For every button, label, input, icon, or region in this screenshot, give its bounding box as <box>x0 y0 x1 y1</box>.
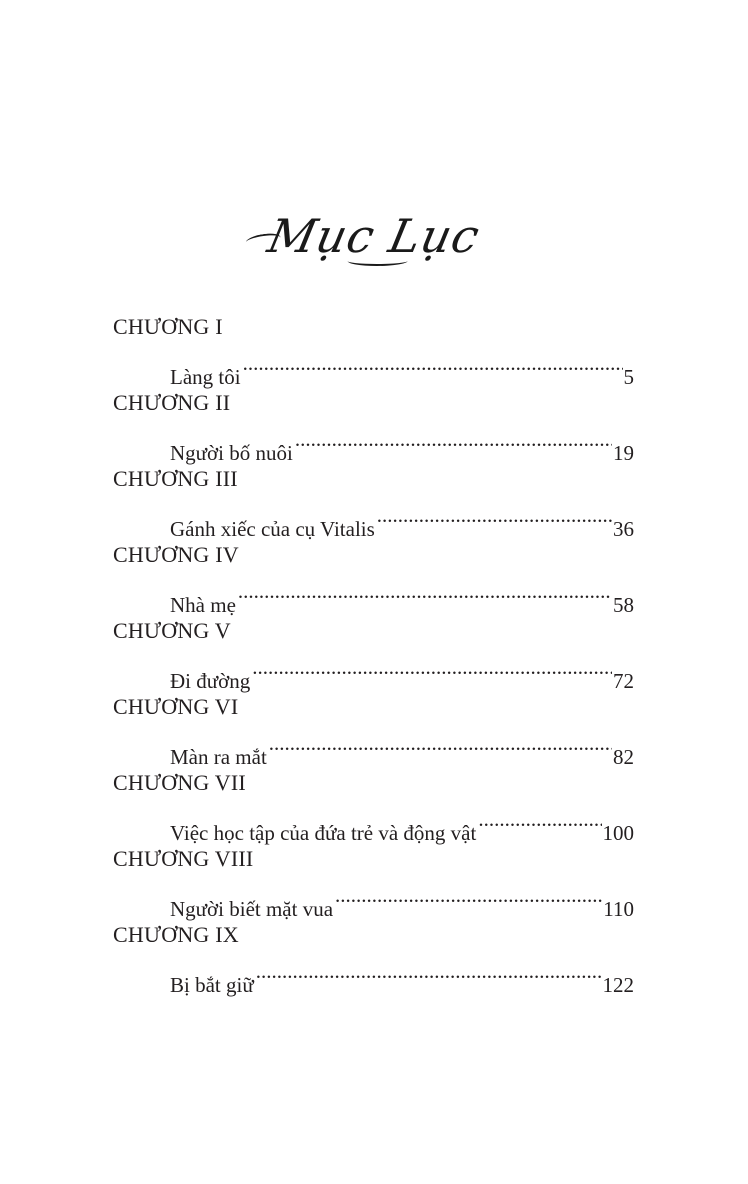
entry-page-number: 110 <box>603 897 634 921</box>
toc-chapter <box>113 916 634 997</box>
entry-title: Làng tôi <box>170 365 241 389</box>
dot-leader <box>295 422 612 460</box>
chapter-label: CHƯƠNG VII <box>113 770 246 795</box>
entry-page-number: 72 <box>613 669 634 693</box>
toc-chapter <box>113 460 634 541</box>
entry-title: Màn ra mắt <box>170 745 267 769</box>
toc-chapter <box>113 612 634 693</box>
entry-title: Người bố nuôi <box>170 441 293 465</box>
toc-entry[interactable] <box>170 422 634 465</box>
dot-leader <box>238 574 612 612</box>
chapter-label: CHƯƠNG IV <box>113 542 239 567</box>
dot-leader <box>335 878 602 916</box>
toc-chapter <box>113 764 634 845</box>
dot-leader <box>252 650 612 688</box>
toc-entry[interactable] <box>170 954 634 997</box>
dot-leader <box>269 726 612 764</box>
dot-leader <box>377 498 612 536</box>
toc-chapter <box>113 384 634 465</box>
toc-entry[interactable] <box>170 346 634 389</box>
entry-page-number: 36 <box>613 517 634 541</box>
entry-title: Người biết mặt vua <box>170 897 334 921</box>
table-of-contents <box>113 308 634 997</box>
toc-entry[interactable] <box>170 650 634 693</box>
entry-title: Nhà mẹ <box>170 593 236 617</box>
chapter-label: CHƯƠNG II <box>113 390 231 415</box>
toc-chapter <box>113 840 634 921</box>
toc-entry[interactable] <box>170 802 634 845</box>
toc-title <box>0 196 748 276</box>
dot-leader <box>478 802 601 840</box>
toc-entry[interactable] <box>170 498 634 541</box>
toc-entry[interactable] <box>170 726 634 769</box>
toc-chapter <box>113 536 634 617</box>
entry-page-number: 5 <box>623 365 634 389</box>
entry-title: Bị bắt giữ <box>170 973 254 997</box>
entry-page-number: 82 <box>613 745 634 769</box>
toc-title-text: Mục Lục <box>260 196 487 276</box>
chapter-label: CHƯƠNG IX <box>113 922 239 947</box>
entry-page-number: 100 <box>602 821 634 845</box>
toc-entry[interactable] <box>170 574 634 617</box>
entry-title: Việc học tập của đứa trẻ và động vật <box>170 821 477 845</box>
entry-page-number: 19 <box>613 441 634 465</box>
entry-title: Đi đường <box>170 669 251 693</box>
chapter-label: CHƯƠNG VI <box>113 694 239 719</box>
entry-page-number: 58 <box>613 593 634 617</box>
chapter-label: CHƯƠNG III <box>113 466 238 491</box>
dot-leader <box>243 346 623 384</box>
toc-chapter <box>113 308 634 389</box>
chapter-label: CHƯƠNG V <box>113 618 231 643</box>
dot-leader <box>256 954 602 992</box>
toc-entry[interactable] <box>170 878 634 921</box>
chapter-label: CHƯƠNG VIII <box>113 846 254 871</box>
chapter-label: CHƯƠNG I <box>113 314 223 339</box>
entry-title: Gánh xiếc của cụ Vitalis <box>170 517 375 541</box>
entry-page-number: 122 <box>602 973 634 997</box>
toc-chapter <box>113 688 634 769</box>
